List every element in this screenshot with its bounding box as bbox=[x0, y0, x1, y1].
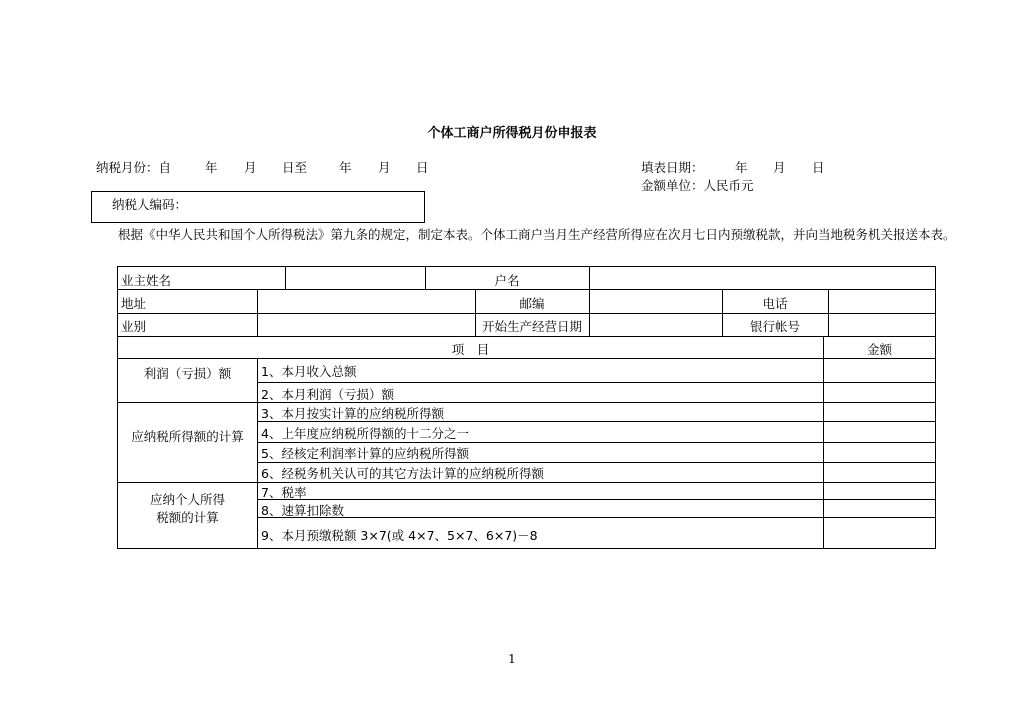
bank-account-label: 银行帐号 bbox=[749, 319, 800, 334]
item-6: 6、经税务机关认可的其它方法计算的应纳税所得额 bbox=[261, 466, 544, 481]
postcode-field[interactable] bbox=[590, 290, 722, 313]
amount-field-1[interactable] bbox=[824, 359, 934, 382]
amount-header: 金额 bbox=[866, 342, 892, 357]
instruction-note: 根据《中华人民共和国个人所得税法》第九条的规定，制定本表。个体工商户当月生产经营所得应在次月七日内预缴税款，并向当地税务机关报送本表。 bbox=[118, 227, 956, 242]
period-month-2: 月 bbox=[378, 160, 391, 175]
household-name-field[interactable] bbox=[590, 267, 934, 289]
group-tax-calc-label-line1: 应纳个人所得 bbox=[149, 492, 225, 507]
address-label: 地址 bbox=[121, 296, 147, 311]
item-1: 1、本月收入总额 bbox=[261, 364, 357, 379]
taxpayer-id-label: 纳税人编码： bbox=[112, 197, 188, 212]
amount-field-8[interactable] bbox=[824, 500, 934, 517]
item-2: 2、本月利润（亏损）额 bbox=[261, 387, 394, 402]
group-tax-calc-label-line2: 税额的计算 bbox=[156, 510, 219, 525]
start-date-label: 开始生产经营日期 bbox=[481, 319, 582, 334]
fill-date-month: 月 bbox=[773, 160, 786, 175]
start-date-field[interactable] bbox=[590, 314, 722, 336]
amount-field-7[interactable] bbox=[824, 483, 934, 499]
item-9: 9、本月预缴税额 3×7(或 4×7、5×7、6×7)－8 bbox=[261, 528, 538, 543]
household-name-label: 户名 bbox=[494, 273, 520, 288]
fill-date-year: 年 bbox=[735, 160, 748, 175]
tax-period-label: 纳税月份：自 bbox=[96, 160, 172, 175]
period-month-1: 月 bbox=[244, 160, 257, 175]
postcode-label: 邮编 bbox=[519, 296, 545, 311]
item-5: 5、经核定利润率计算的应纳税所得额 bbox=[261, 446, 469, 461]
fill-date-label: 填表日期： bbox=[641, 160, 704, 175]
period-year-1: 年 bbox=[205, 160, 218, 175]
industry-field[interactable] bbox=[258, 314, 475, 336]
group-taxable-income-label: 应纳税所得额的计算 bbox=[131, 429, 244, 444]
item-header: 项 目 bbox=[451, 342, 490, 357]
amount-field-5[interactable] bbox=[824, 443, 934, 462]
industry-label: 业别 bbox=[121, 319, 147, 334]
declaration-table bbox=[117, 266, 936, 549]
period-day-2: 日 bbox=[416, 160, 429, 175]
item-4: 4、上年度应纳税所得额的十二分之一 bbox=[261, 426, 469, 441]
item-3: 3、本月按实计算的应纳税所得额 bbox=[261, 406, 444, 421]
phone-field[interactable] bbox=[829, 290, 934, 313]
phone-label: 电话 bbox=[762, 296, 788, 311]
page-number: 1 bbox=[508, 652, 516, 666]
taxpayer-id-box[interactable] bbox=[91, 191, 425, 223]
form-title: 个体工商户所得税月份申报表 bbox=[427, 126, 597, 141]
period-year-2: 年 bbox=[339, 160, 352, 175]
currency-unit: 金额单位：人民币元 bbox=[641, 178, 754, 193]
period-day-to: 日至 bbox=[282, 160, 308, 175]
amount-field-9[interactable] bbox=[824, 518, 934, 548]
bank-account-field[interactable] bbox=[829, 314, 934, 336]
address-field[interactable] bbox=[258, 290, 475, 313]
owner-name-field[interactable] bbox=[286, 267, 425, 289]
amount-field-4[interactable] bbox=[824, 422, 934, 442]
amount-field-3[interactable] bbox=[824, 403, 934, 421]
owner-name-label: 业主姓名 bbox=[121, 273, 172, 288]
group-profit-label: 利润（亏损）额 bbox=[143, 366, 232, 381]
amount-field-6[interactable] bbox=[824, 463, 934, 482]
fill-date-day: 日 bbox=[812, 160, 825, 175]
item-7: 7、税率 bbox=[261, 485, 307, 500]
item-8: 8、速算扣除数 bbox=[261, 503, 344, 518]
amount-field-2[interactable] bbox=[824, 383, 934, 402]
